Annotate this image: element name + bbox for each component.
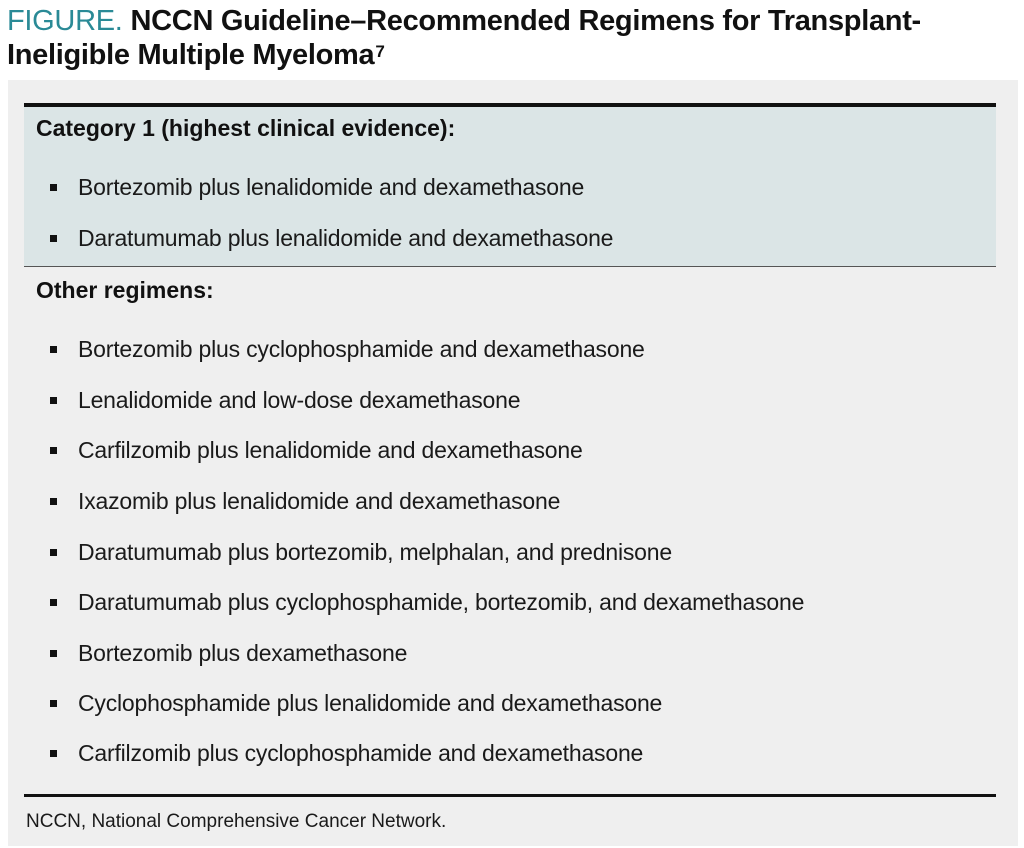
list-item-text: Bortezomib plus lenalidomide and dexamethasone bbox=[78, 174, 585, 200]
figure-title-superscript: 7 bbox=[375, 42, 385, 61]
category-1-heading: Category 1 (highest clinical evidence): bbox=[36, 115, 456, 141]
list-item-text: Ixazomib plus lenalidomide and dexamethasone bbox=[78, 488, 561, 514]
list-item-text: Lenalidomide and low-dose dexamethasone bbox=[78, 387, 521, 413]
list-item-text: Daratumumab plus bortezomib, melphalan, and prednisone bbox=[78, 539, 672, 565]
list-item-text: Daratumumab plus cyclophosphamide, bortezomib, and dexamethasone bbox=[78, 589, 805, 615]
list-item-text: Carfilzomib plus cyclophosphamide and dexamethasone bbox=[78, 740, 644, 766]
bullet-icon bbox=[50, 346, 57, 353]
bullet-icon bbox=[50, 498, 57, 505]
figure-title-text: NCCN Guideline–Recommended Regimens for Transplant-Ineligible Multiple Myeloma bbox=[7, 5, 921, 71]
list-item-text: Daratumumab plus lenalidomide and dexamethasone bbox=[78, 225, 614, 251]
bottom-rule bbox=[24, 794, 996, 797]
bullet-icon bbox=[50, 447, 57, 454]
list-item-text: Bortezomib plus cyclophosphamide and dexamethasone bbox=[78, 336, 645, 362]
bullet-icon bbox=[50, 549, 57, 556]
figure-label: FIGURE. bbox=[7, 5, 123, 37]
list-item-text: Bortezomib plus dexamethasone bbox=[78, 640, 408, 666]
list-item-text: Cyclophosphamide plus lenalidomide and dexamethasone bbox=[78, 690, 663, 716]
bullet-icon bbox=[50, 700, 57, 707]
bullet-icon bbox=[50, 750, 57, 757]
bullet-icon bbox=[50, 184, 57, 191]
bullet-icon bbox=[50, 650, 57, 657]
bullet-icon bbox=[50, 235, 57, 242]
bullet-icon bbox=[50, 599, 57, 606]
figure-title bbox=[7, 4, 1017, 72]
bullet-icon bbox=[50, 397, 57, 404]
list-item-text: Carfilzomib plus lenalidomide and dexamethasone bbox=[78, 437, 583, 463]
footnote: NCCN, National Comprehensive Cancer Network. bbox=[26, 811, 447, 832]
other-regimens-heading: Other regimens: bbox=[36, 277, 214, 303]
